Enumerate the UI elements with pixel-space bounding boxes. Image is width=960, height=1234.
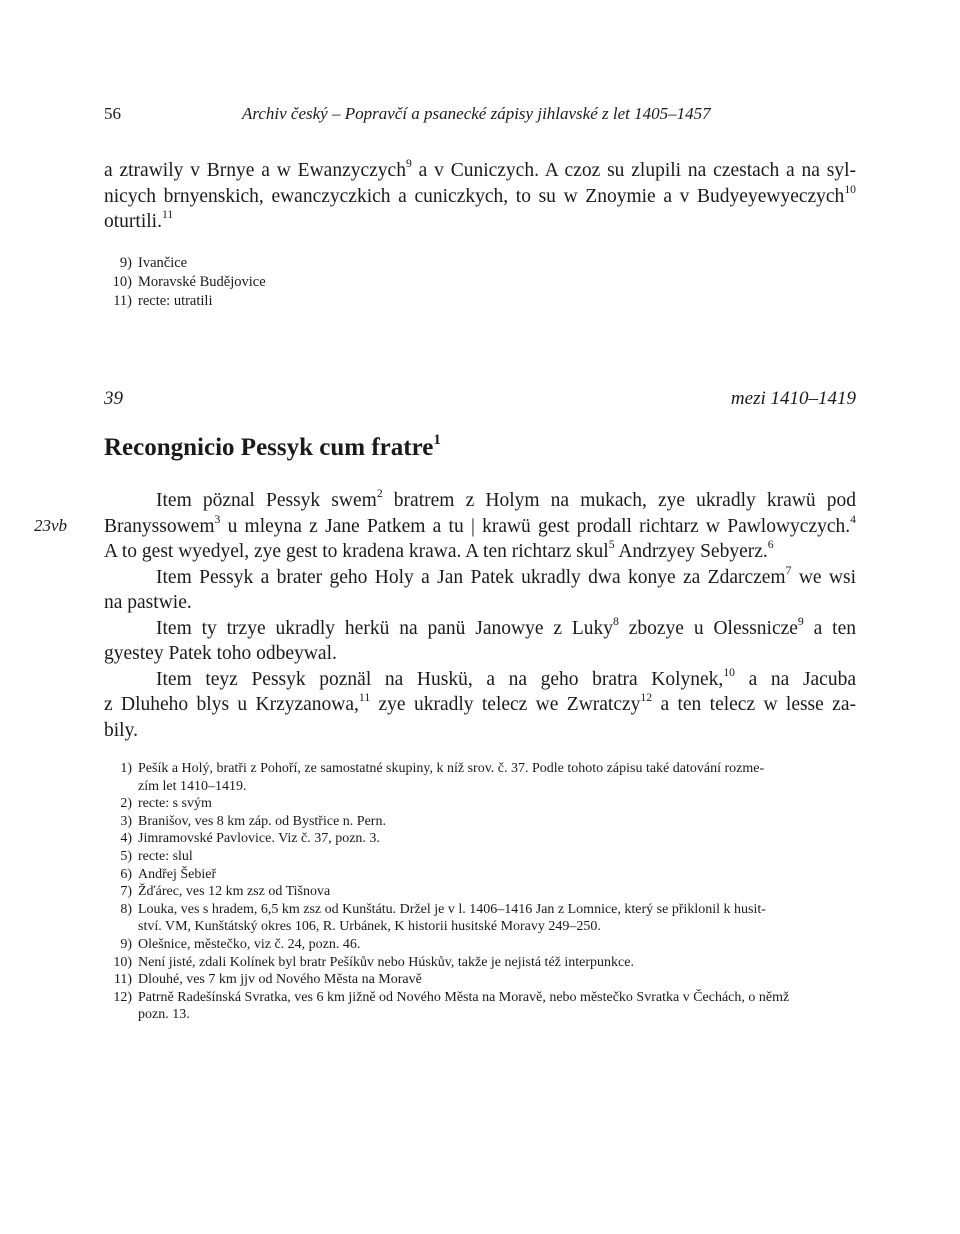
footnote: 9) Ivančice (119, 255, 188, 271)
footnote-ref: 9 (405, 157, 412, 171)
footnote: 11) Dlouhé, ves 7 km jjv od Nového Města na Moravě (113, 972, 422, 988)
running-title: Archiv český – Popravčí a psanecké zápisy jihlavské z let 1405–1457 (242, 104, 711, 123)
footnote: 9) Olešnice, městečko, viz č. 24, pozn. 46. (120, 936, 361, 952)
footnote: 3) Branišov, ves 8 km záp. od Bystřice n. Pern. (120, 813, 386, 829)
previous-footnotes (104, 254, 856, 311)
footnote: 6) Andřej Šebieř (120, 866, 217, 882)
margin-folio-note: 23vb (34, 516, 68, 535)
footnote: 11) recte: utratili (113, 293, 213, 309)
footnote-ref: 11 (161, 208, 174, 222)
entry-footnotes (104, 760, 856, 1024)
entry-body: Item pöznal Pessyk swem$^2$ bratrem z Holym na mukach, zye ukradly krawü pod Branyssowem$^3$ u mleyna z Jane Patkem a tu | krawü gest prodall richtarz w Pawlowyczych.$^4$ A to gest wyedyel, zye gest to kradena krawa. A ten richtarz skul$^5$ Andrzyey Sebyerz.$^6$ Item Pessyk a brater geho Holy a Jan Patek ukradly dwa konye za Zdarczem$^7$ we wsi na pastwie. Item ty trzye ukradly herkü na panü Janowye z Luky$^8$ zbozye u Olessnicze$^9$ a ten gyestey Patek toho odbeywal. Item teyz Pessyk poznäl na Huskü, a na geho bratra Kolynek,$^{10}$ a na Jacuba z Dluheho blys u Krzyzanowa,$^{11}$ zye ukradly telecz we Zwratczy$^{12}$ a ten telecz w lesse za- bily. (104, 487, 857, 741)
footnote: 4) Jimramovské Pavlovice. Viz č. 37, pozn. 3. (120, 831, 380, 847)
entry-date: mezi 1410–1419 (730, 388, 856, 409)
page-header (104, 104, 856, 130)
footnote: 1) Pešík a Holý, bratři z Pohoří, ze samostatné skupiny, k níž srov. č. 37. Podle tohoto zápisu také datování rozme- zím let 1410–1419. (120, 761, 765, 794)
entry-title: Recongnicio Pessyk cum fratre$^1$ (104, 431, 441, 461)
footnote: 10) Moravské Budějovice (112, 274, 266, 290)
footnote: 10) Není jisté, zdali Kolínek byl bratr Pešíkův nebo Húskův, takže je nejistá též interpunkce. (113, 954, 634, 970)
footnote: 12) Patrně Radešínská Svratka, ves 6 km jižně od Nového Města na Moravě, nebo městečko Svratka v Čechách, o němž pozn. 13. (113, 989, 790, 1023)
previous-entry-text: a ztrawily v Brnye a w Ewanzyczych$^9$ a v Cuniczych. A czoz su zlupili na czestach a na syl- nicych brnyenskich, ewanczyczkich a cuniczkych, to su w Znoymie a v Budyeyewyeczych$^{10}$ oturtili.$^{11}$ (104, 157, 856, 232)
footnote: 2) recte: s svým (120, 796, 212, 812)
footnote: 7) Žďárec, ves 12 km zsz od Tišnova (120, 884, 331, 900)
entry-number: 39 (104, 388, 123, 409)
page-number: 56 (104, 104, 121, 123)
footnote: 8) Louka, ves s hradem, 6,5 km zsz od Kunštátu. Držel je v l. 1406–1416 Jan z Lomnice, který se přiklonil k husit- ství. VM, Kunštátský okres 106, R. Urbánek, K historii husitské Moravy 249–250. (120, 901, 766, 935)
footnote-ref: 1 (433, 431, 441, 448)
footnote-ref: 10 (844, 182, 856, 196)
footnote: 5) recte: slul (120, 848, 193, 864)
